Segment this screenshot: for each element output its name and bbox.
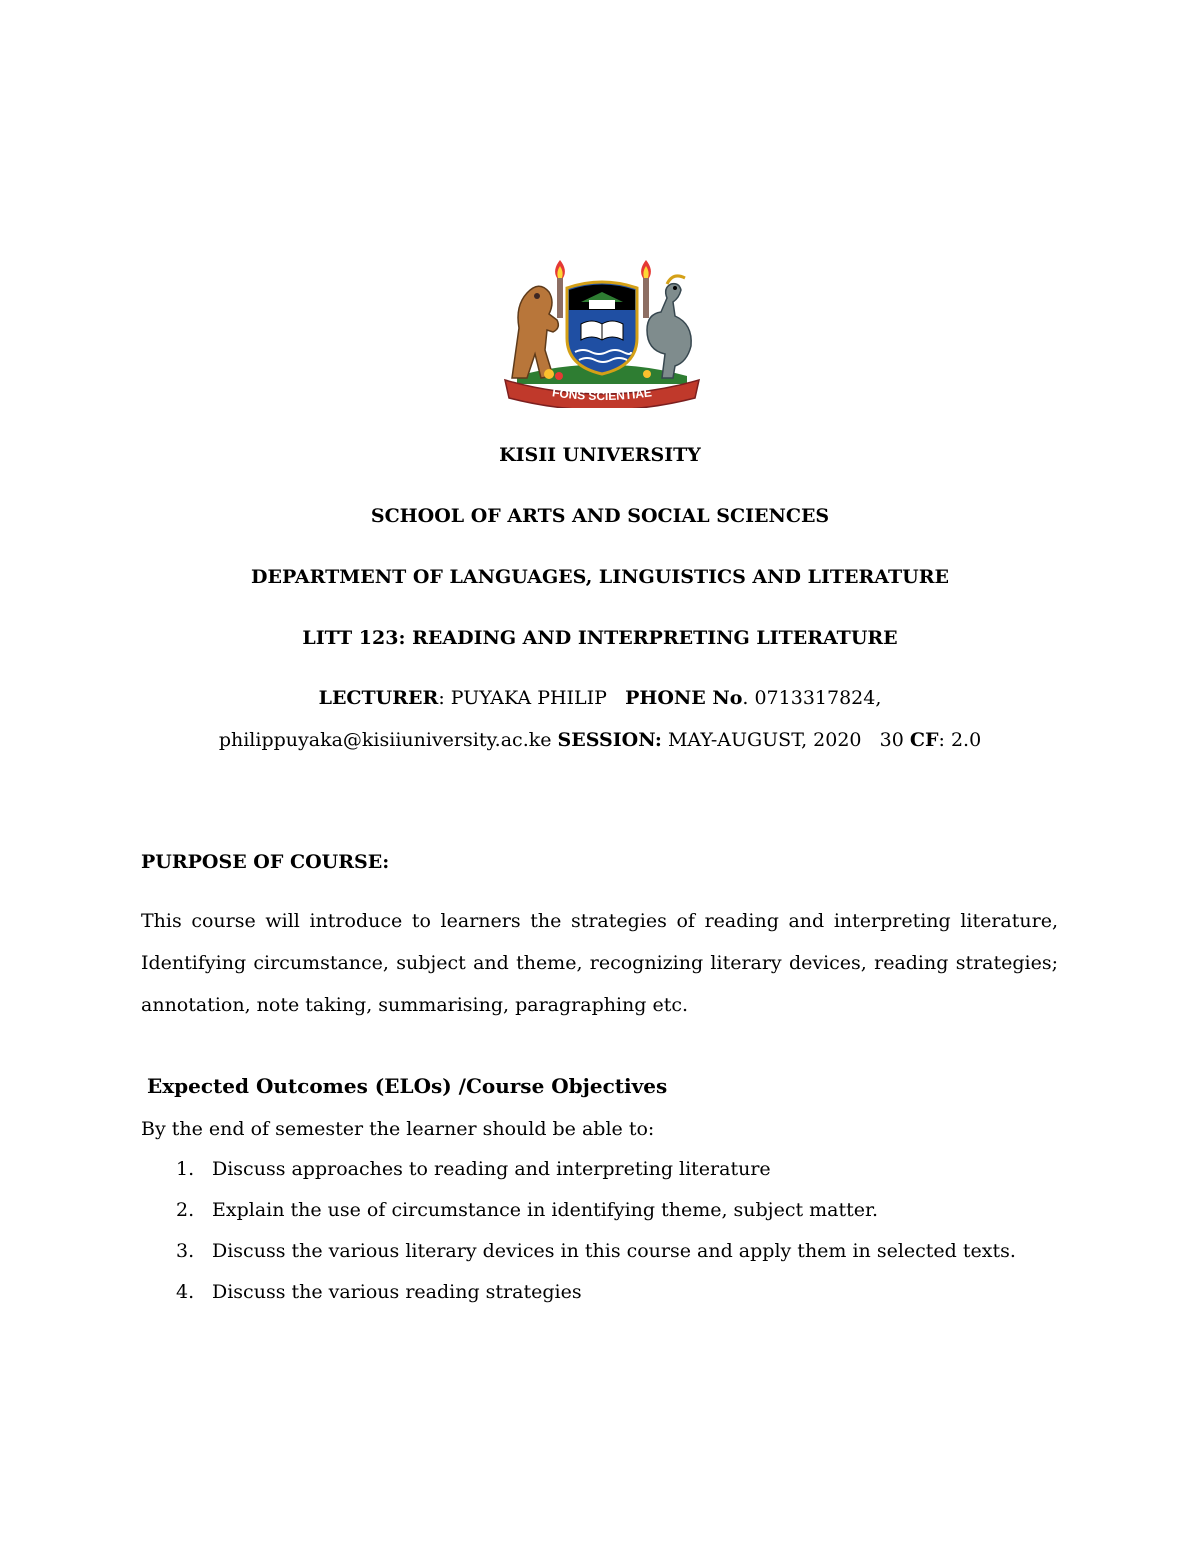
list-item-text: Discuss the various reading strategies: [212, 1281, 582, 1303]
phone-label: PHONE No: [625, 687, 743, 709]
purpose-heading: PURPOSE OF COURSE:: [141, 851, 390, 873]
list-item-text: Discuss approaches to reading and interpreting literature: [212, 1158, 771, 1180]
list-item-text: Discuss the various literary devices in this course and apply them in selected texts.: [212, 1240, 1016, 1262]
list-item-text: Explain the use of circumstance in identifying theme, subject matter.: [212, 1199, 879, 1221]
lecturer-email[interactable]: philippuyaka@kisiiuniversity.ac.ke: [218, 729, 552, 751]
university-crest-logo: [497, 258, 707, 408]
crest-motto-text: FONS SCIENTIAE: [551, 385, 653, 404]
list-item-number: 1.: [176, 1158, 195, 1180]
department-name: DEPARTMENT OF LANGUAGES, LINGUISTICS AND LITERATURE: [251, 566, 949, 588]
svg-text:FONS SCIENTIAE: [551, 385, 652, 403]
lecturer-value: : PUYAKA PHILIP: [438, 687, 607, 709]
session-line: [0, 728, 1200, 752]
session-value: MAY-AUGUST, 2020: [667, 729, 862, 751]
cf-label: CF: [909, 729, 939, 751]
cf-value: : 2.0: [938, 729, 982, 751]
session-label: SESSION:: [557, 729, 662, 751]
course-title: LITT 123: READING AND INTERPRETING LITERATURE: [302, 627, 898, 649]
list-item-number: 2.: [176, 1199, 195, 1221]
phone-value: . 0713317824,: [742, 687, 882, 709]
list-item-number: 4.: [176, 1281, 195, 1303]
list-item-number: 3.: [176, 1240, 195, 1262]
contact-hours: 30: [879, 729, 904, 751]
outcomes-intro: By the end of semester the learner should be able to:: [141, 1118, 655, 1140]
outcomes-heading: Expected Outcomes (ELOs) /Course Objectives: [147, 1074, 668, 1098]
school-name: SCHOOL OF ARTS AND SOCIAL SCIENCES: [370, 505, 830, 527]
lecturer-line: [0, 686, 1200, 710]
university-name: KISII UNIVERSITY: [499, 444, 701, 466]
lecturer-label: LECTURER: [318, 687, 439, 709]
purpose-paragraph: This course will introduce to learners the strategies of reading and interpreting literature, Identifying circumstance, subject and theme, recognizing literary devices, reading strategies; annotation, note taking, summarising, paragraphing etc.: [141, 910, 1058, 1016]
